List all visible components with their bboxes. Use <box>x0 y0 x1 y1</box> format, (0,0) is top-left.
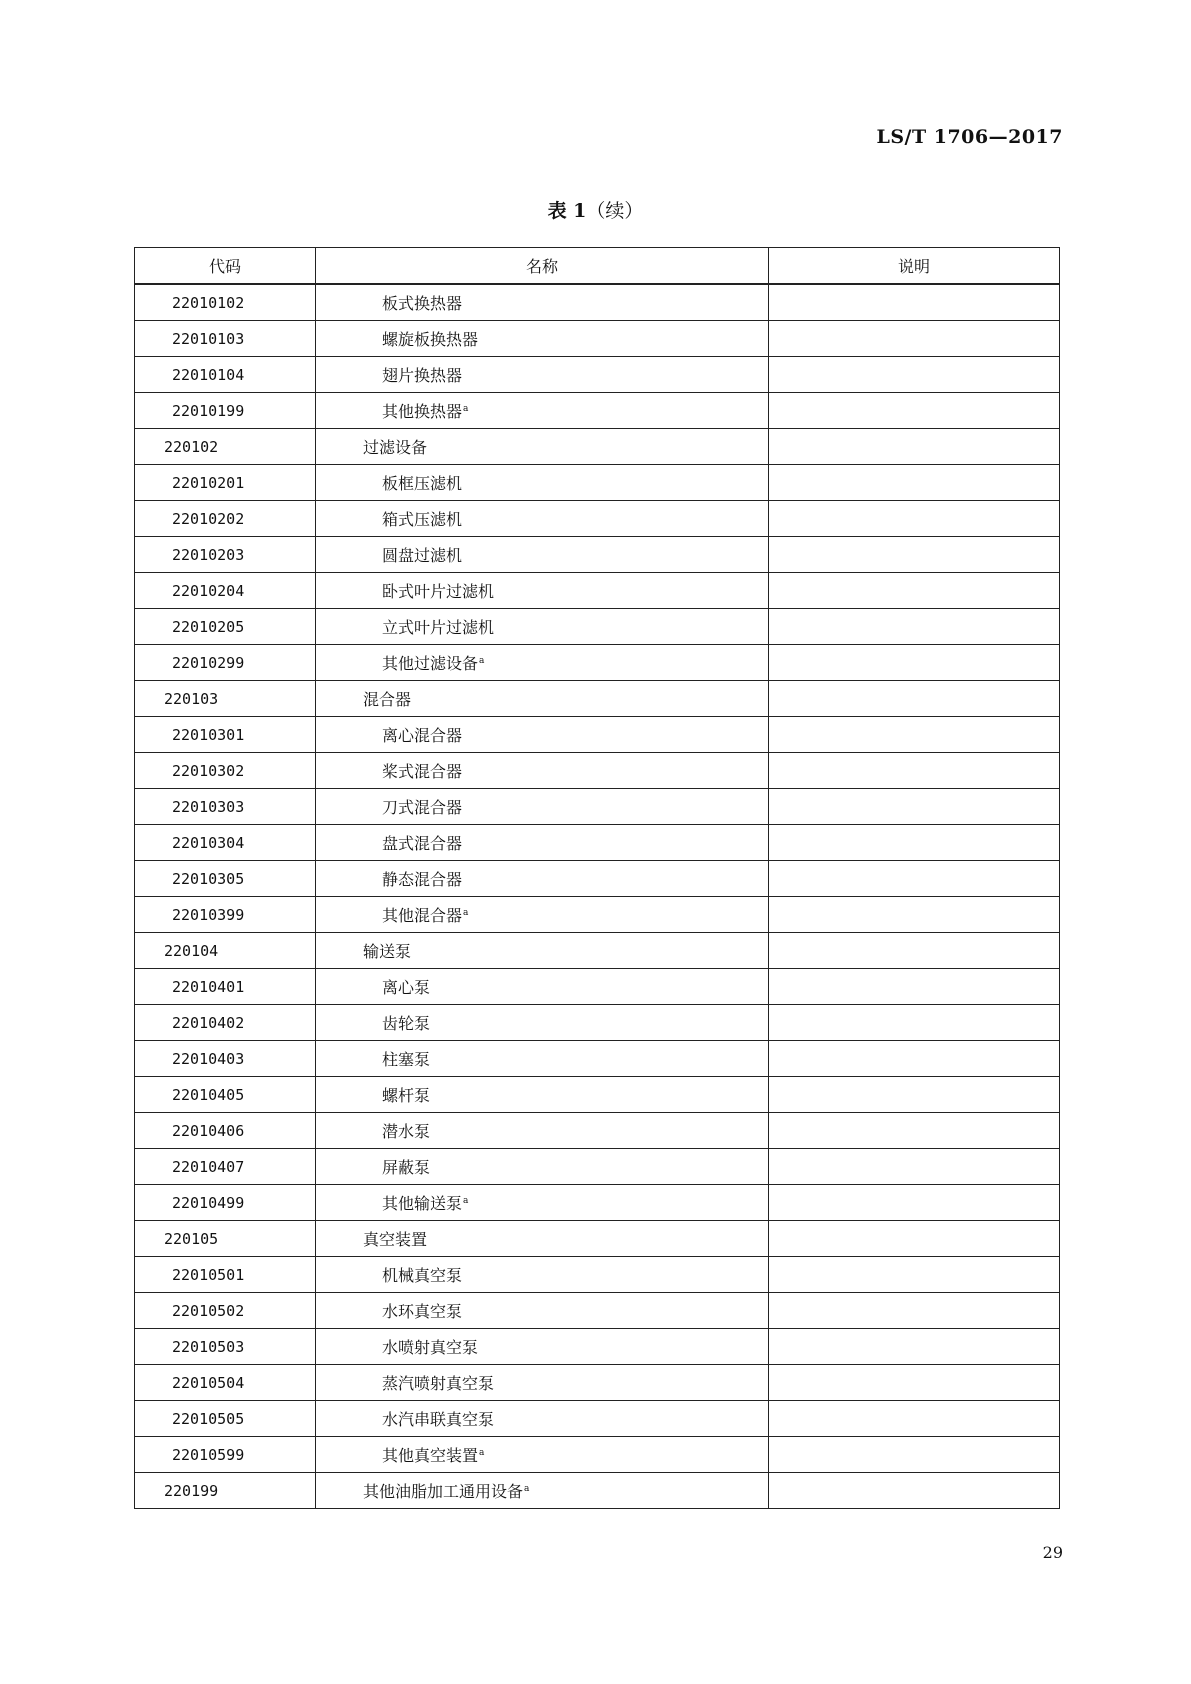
row-name-cell <box>316 501 769 537</box>
row-name-cell <box>316 1113 769 1149</box>
row-name-cell <box>316 897 769 933</box>
row-description <box>769 284 1060 321</box>
row-name: 潜水泵 <box>382 1122 431 1141</box>
row-code: 22010305 <box>135 861 316 897</box>
table-row <box>135 1041 1060 1077</box>
table-row <box>135 897 1060 933</box>
row-name-cell <box>316 681 769 717</box>
row-code: 22010406 <box>135 1113 316 1149</box>
row-description <box>769 645 1060 681</box>
row-code: 22010402 <box>135 1005 316 1041</box>
row-name-cell <box>316 1041 769 1077</box>
row-name-cell <box>316 1365 769 1401</box>
table-row <box>135 1221 1060 1257</box>
row-name-cell <box>316 789 769 825</box>
row-code: 22010501 <box>135 1257 316 1293</box>
row-description <box>769 933 1060 969</box>
row-code: 22010407 <box>135 1149 316 1185</box>
row-name-cell <box>316 1257 769 1293</box>
row-code: 22010403 <box>135 1041 316 1077</box>
row-name: 机械真空泵 <box>382 1266 463 1285</box>
column-header-name: 名称 <box>316 248 769 285</box>
row-name: 盘式混合器 <box>382 834 463 853</box>
row-name-cell <box>316 1005 769 1041</box>
row-description <box>769 1041 1060 1077</box>
row-name-cell <box>316 1221 769 1257</box>
table-row <box>135 1149 1060 1185</box>
row-description <box>769 1365 1060 1401</box>
row-name-cell <box>316 284 769 321</box>
row-code: 22010499 <box>135 1185 316 1221</box>
table-row <box>135 321 1060 357</box>
row-name: 柱塞泵 <box>382 1050 431 1069</box>
row-description <box>769 969 1060 1005</box>
table-row <box>135 1473 1060 1509</box>
row-code: 22010405 <box>135 1077 316 1113</box>
row-code: 22010199 <box>135 393 316 429</box>
row-name: 螺杆泵 <box>382 1086 431 1105</box>
row-name: 桨式混合器 <box>382 762 463 781</box>
row-name: 水喷射真空泵 <box>382 1338 479 1357</box>
row-description <box>769 1221 1060 1257</box>
row-code: 22010301 <box>135 717 316 753</box>
row-name: 其他混合器 <box>382 906 463 925</box>
footnote-marker: a <box>479 1447 485 1458</box>
footnote-marker: a <box>479 655 485 666</box>
row-code: 22010503 <box>135 1329 316 1365</box>
row-code: 22010399 <box>135 897 316 933</box>
row-description <box>769 1149 1060 1185</box>
row-description <box>769 321 1060 357</box>
table-row <box>135 1329 1060 1365</box>
row-name-cell <box>316 609 769 645</box>
row-name-cell <box>316 573 769 609</box>
row-name: 真空装置 <box>363 1230 428 1249</box>
row-name-cell <box>316 1185 769 1221</box>
row-name-cell <box>316 537 769 573</box>
row-description <box>769 1005 1060 1041</box>
row-description <box>769 357 1060 393</box>
table-row <box>135 789 1060 825</box>
row-name: 箱式压滤机 <box>382 510 463 529</box>
column-header-code: 代码 <box>135 248 316 285</box>
row-description <box>769 1473 1060 1509</box>
table-row <box>135 573 1060 609</box>
row-code: 220102 <box>135 429 316 465</box>
row-description <box>769 537 1060 573</box>
row-description <box>769 897 1060 933</box>
page-number: 29 <box>1042 1543 1063 1562</box>
row-code: 22010203 <box>135 537 316 573</box>
table-row <box>135 969 1060 1005</box>
row-description <box>769 681 1060 717</box>
table-row <box>135 825 1060 861</box>
table-row <box>135 609 1060 645</box>
row-name: 翅片换热器 <box>382 366 463 385</box>
row-code: 22010103 <box>135 321 316 357</box>
footnote-marker: a <box>463 1195 469 1206</box>
row-code: 22010102 <box>135 284 316 321</box>
row-name-cell <box>316 645 769 681</box>
row-code: 22010302 <box>135 753 316 789</box>
table-row <box>135 1293 1060 1329</box>
row-name: 输送泵 <box>363 942 412 961</box>
row-name-cell <box>316 1473 769 1509</box>
row-code: 220105 <box>135 1221 316 1257</box>
row-name: 其他真空装置 <box>382 1446 479 1465</box>
row-name-cell <box>316 1329 769 1365</box>
table-title <box>0 196 1191 223</box>
row-name: 其他过滤设备 <box>382 654 479 673</box>
row-name: 静态混合器 <box>382 870 463 889</box>
row-name: 水环真空泵 <box>382 1302 463 1321</box>
row-name-cell <box>316 357 769 393</box>
row-name-cell <box>316 465 769 501</box>
table-row <box>135 1437 1060 1473</box>
row-code: 22010502 <box>135 1293 316 1329</box>
row-code: 22010599 <box>135 1437 316 1473</box>
row-description <box>769 1293 1060 1329</box>
row-code: 22010204 <box>135 573 316 609</box>
row-name: 立式叶片过滤机 <box>382 618 495 637</box>
row-description <box>769 1077 1060 1113</box>
row-name-cell <box>316 1149 769 1185</box>
table-row <box>135 645 1060 681</box>
row-name-cell <box>316 393 769 429</box>
row-code: 22010401 <box>135 969 316 1005</box>
row-name: 其他换热器 <box>382 402 463 421</box>
row-name-cell <box>316 717 769 753</box>
standard-code: LS/T 1706—2017 <box>876 126 1063 148</box>
table-row <box>135 1365 1060 1401</box>
row-description <box>769 861 1060 897</box>
row-description <box>769 1401 1060 1437</box>
row-name: 螺旋板换热器 <box>382 330 479 349</box>
row-name-cell <box>316 933 769 969</box>
row-code: 22010505 <box>135 1401 316 1437</box>
row-description <box>769 429 1060 465</box>
table-row <box>135 1005 1060 1041</box>
table-row <box>135 465 1060 501</box>
column-header-description: 说明 <box>769 248 1060 285</box>
table-row <box>135 537 1060 573</box>
row-name: 齿轮泵 <box>382 1014 431 1033</box>
row-code: 22010303 <box>135 789 316 825</box>
row-description <box>769 825 1060 861</box>
footnote-marker: a <box>463 907 469 918</box>
table-row <box>135 1077 1060 1113</box>
row-name-cell <box>316 1401 769 1437</box>
row-name: 圆盘过滤机 <box>382 546 463 565</box>
row-code: 22010205 <box>135 609 316 645</box>
row-name-cell <box>316 1293 769 1329</box>
row-name-cell <box>316 1437 769 1473</box>
row-name-cell <box>316 861 769 897</box>
table-row <box>135 753 1060 789</box>
table-row <box>135 284 1060 321</box>
equipment-code-table <box>134 247 1060 1509</box>
footnote-marker: a <box>463 403 469 414</box>
row-name: 水汽串联真空泵 <box>382 1410 495 1429</box>
row-name: 蒸汽喷射真空泵 <box>382 1374 495 1393</box>
table-title-label: 表 1 <box>547 200 587 222</box>
row-name-cell <box>316 969 769 1005</box>
row-name: 离心混合器 <box>382 726 463 745</box>
row-name: 板式换热器 <box>382 294 463 313</box>
row-description <box>769 789 1060 825</box>
table-body <box>135 284 1060 1509</box>
row-description <box>769 465 1060 501</box>
table-row <box>135 1185 1060 1221</box>
row-description <box>769 717 1060 753</box>
table-row <box>135 717 1060 753</box>
row-description <box>769 1437 1060 1473</box>
row-description <box>769 1113 1060 1149</box>
row-description <box>769 393 1060 429</box>
row-name-cell <box>316 753 769 789</box>
table-row <box>135 393 1060 429</box>
row-code: 22010304 <box>135 825 316 861</box>
table-row <box>135 681 1060 717</box>
row-description <box>769 573 1060 609</box>
row-code: 220103 <box>135 681 316 717</box>
row-name: 屏蔽泵 <box>382 1158 431 1177</box>
table-row <box>135 1257 1060 1293</box>
row-description <box>769 1185 1060 1221</box>
row-name: 刀式混合器 <box>382 798 463 817</box>
table-row <box>135 357 1060 393</box>
table-title-suffix: （续） <box>586 200 644 222</box>
row-description <box>769 609 1060 645</box>
row-name: 离心泵 <box>382 978 431 997</box>
row-name-cell <box>316 321 769 357</box>
table-row <box>135 1113 1060 1149</box>
row-description <box>769 753 1060 789</box>
row-description <box>769 1257 1060 1293</box>
row-name-cell <box>316 1077 769 1113</box>
row-name-cell <box>316 429 769 465</box>
row-code: 22010202 <box>135 501 316 537</box>
row-name: 其他油脂加工通用设备 <box>363 1482 524 1501</box>
footnote-marker: a <box>524 1483 530 1494</box>
row-code: 22010104 <box>135 357 316 393</box>
table-row <box>135 501 1060 537</box>
row-code: 22010504 <box>135 1365 316 1401</box>
table-row <box>135 429 1060 465</box>
table-row <box>135 861 1060 897</box>
row-description <box>769 501 1060 537</box>
table-header-row <box>135 248 1060 285</box>
row-code: 22010201 <box>135 465 316 501</box>
row-name: 混合器 <box>363 690 412 709</box>
row-code: 220104 <box>135 933 316 969</box>
row-name: 卧式叶片过滤机 <box>382 582 495 601</box>
row-code: 22010299 <box>135 645 316 681</box>
row-name: 板框压滤机 <box>382 474 463 493</box>
table-row <box>135 1401 1060 1437</box>
row-name: 其他输送泵 <box>382 1194 463 1213</box>
row-description <box>769 1329 1060 1365</box>
row-name: 过滤设备 <box>363 438 428 457</box>
table-row <box>135 933 1060 969</box>
row-code: 220199 <box>135 1473 316 1509</box>
row-name-cell <box>316 825 769 861</box>
